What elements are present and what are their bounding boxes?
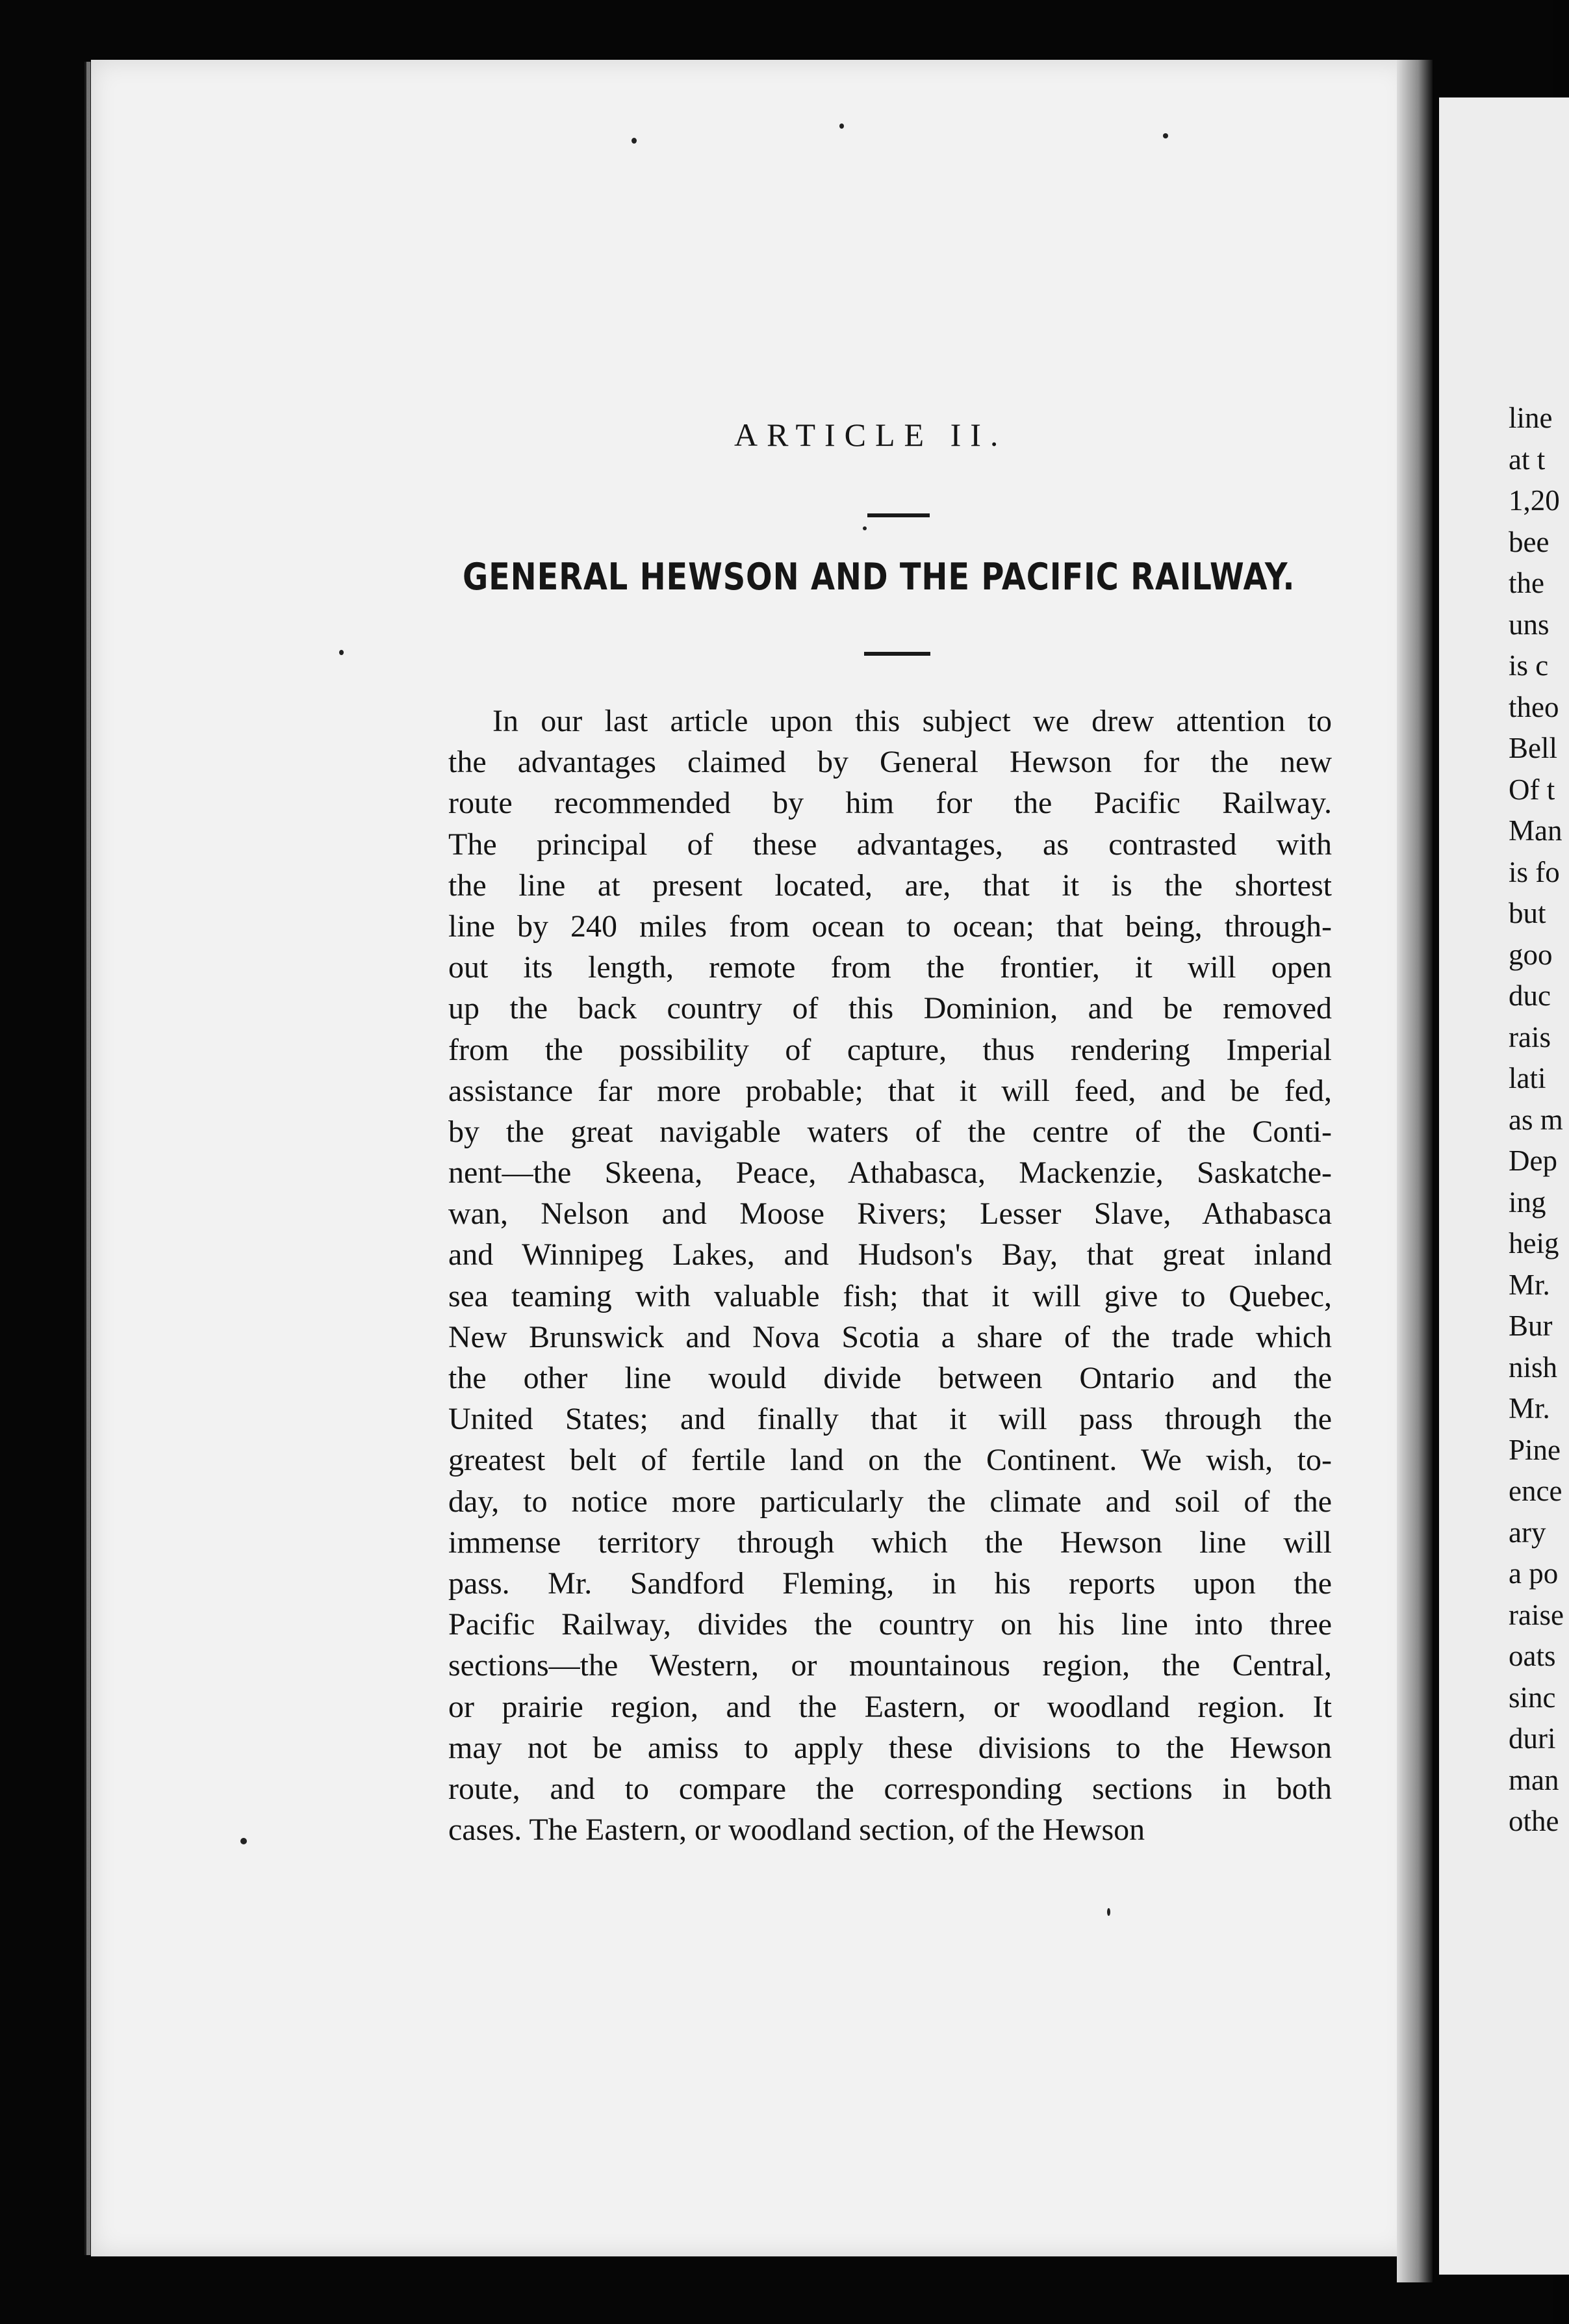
body-line: route recommended by him for the Pacific Railway.: [448, 786, 1332, 821]
right-page-line-fragment: Dep: [1509, 1144, 1557, 1177]
right-page-line-fragment: is c: [1509, 649, 1549, 682]
body-line: assistance far more probable; that it will feed, and be fed,: [448, 1073, 1332, 1108]
body-line: nent—the Skeena, Peace, Athabasca, Mackenzie, Saskatche-: [448, 1156, 1332, 1191]
right-page-line-fragment: theo: [1509, 690, 1559, 723]
right-page-line-fragment: rais: [1509, 1020, 1551, 1053]
body-line: United States; and finally that it will pass through the: [448, 1402, 1332, 1437]
title-rule-top: [867, 513, 930, 517]
body-line: and Winnipeg Lakes, and Hudson's Bay, that great inland: [448, 1237, 1332, 1272]
right-page-line-fragment: heig: [1509, 1227, 1559, 1259]
right-page-line-fragment: as m: [1509, 1103, 1563, 1136]
right-page-line-fragment: but: [1509, 897, 1546, 929]
body-line: line by 240 miles from ocean to ocean; that being, through-: [448, 909, 1332, 944]
body-line: up the back country of this Dominion, and be removed: [448, 991, 1332, 1026]
body-line: cases. The Eastern, or woodland section, of the Hewson: [448, 1813, 1145, 1848]
body-line: or prairie region, and the Eastern, or woodland region. It: [448, 1689, 1332, 1724]
right-page-line-fragment: othe: [1509, 1805, 1559, 1837]
right-page-line-fragment: sinc: [1509, 1681, 1556, 1714]
body-line: New Brunswick and Nova Scotia a share of the trade which: [448, 1319, 1332, 1354]
right-page-line-fragment: raise: [1509, 1598, 1564, 1631]
right-page-line-fragment: is fo: [1509, 855, 1560, 888]
right-page-line-fragment: goo: [1509, 938, 1553, 971]
body-line: sea teaming with valuable fish; that it will give to Quebec,: [448, 1278, 1332, 1313]
body-line: by the great navigable waters of the centre of the Conti-: [448, 1114, 1332, 1149]
body-line: may not be amiss to apply these divisions to the Hewson: [448, 1730, 1332, 1765]
body-line: greatest belt of fertile land on the Continent. We wish, to-: [448, 1443, 1332, 1478]
scan-speck: [631, 138, 637, 144]
scan-speck: [863, 526, 867, 530]
right-page-line-fragment: Mr.: [1509, 1268, 1550, 1301]
right-page-line-fragment: Pine: [1509, 1433, 1561, 1466]
scan-speck: [1163, 133, 1168, 138]
right-page-line-fragment: bee: [1509, 525, 1550, 558]
body-line: wan, Nelson and Moose Rivers; Lesser Slave, Athabasca: [448, 1196, 1332, 1232]
right-page-line-fragment: ing: [1509, 1185, 1546, 1219]
right-page-line-fragment: a po: [1509, 1557, 1559, 1590]
right-page-line-fragment: the: [1509, 567, 1544, 599]
article-body: [448, 701, 1332, 1850]
right-page-line-fragment: line: [1509, 402, 1553, 434]
title-rule-bottom: [864, 652, 930, 656]
body-line: Pacific Railway, divides the country on his line into three: [448, 1607, 1332, 1642]
right-page-line-fragment: uns: [1509, 608, 1550, 641]
right-page-line-fragment: ence: [1509, 1475, 1563, 1507]
article-title: GENERAL HEWSON AND THE PACIFIC RAILWAY.: [463, 556, 1295, 599]
body-line: out its length, remote from the frontier, it will open: [448, 950, 1332, 985]
article-heading: ARTICLE II.: [734, 417, 1008, 453]
scan-speck: [240, 1838, 247, 1844]
right-page-line-fragment: Bur: [1509, 1310, 1553, 1342]
body-line: the other line would divide between Ontario and the: [448, 1361, 1332, 1395]
right-page-line-fragment: Mr.: [1509, 1392, 1550, 1425]
body-line: from the possibility of capture, thus rendering Imperial: [448, 1032, 1332, 1067]
right-page-line-fragment: at t: [1509, 443, 1546, 476]
body-line: sections—the Western, or mountainous region, the Central,: [448, 1648, 1332, 1683]
right-page-line-fragment: man: [1509, 1763, 1559, 1796]
right-page-text-fragments: [1509, 398, 1564, 1842]
body-line: route, and to compare the corresponding sections in both: [448, 1771, 1332, 1806]
right-page-line-fragment: oats: [1509, 1640, 1556, 1672]
body-line: the advantages claimed by General Hewson for the new: [448, 745, 1332, 780]
right-page-line-fragment: ary: [1509, 1516, 1546, 1549]
right-page-line-fragment: nish: [1509, 1350, 1558, 1384]
right-page-line-fragment: 1,20: [1509, 484, 1560, 517]
right-page-line-fragment: Bell: [1509, 732, 1557, 764]
right-page-line-fragment: Of t: [1509, 773, 1555, 806]
scan-speck: [839, 123, 844, 129]
scan-speck: [1107, 1908, 1110, 1916]
right-page-line-fragment: duc: [1509, 979, 1551, 1012]
body-line: day, to notice more particularly the climate and soil of the: [448, 1484, 1332, 1519]
body-line: pass. Mr. Sandford Fleming, in his reports upon the: [448, 1566, 1332, 1601]
body-line: The principal of these advantages, as contrasted with: [448, 827, 1332, 862]
scan-speck: [339, 650, 344, 655]
body-line: In our last article upon this subject we drew attention to: [492, 704, 1332, 738]
book-gutter: [1397, 60, 1433, 2282]
right-page-line-fragment: Man: [1509, 814, 1563, 847]
right-page-line-fragment: duri: [1509, 1722, 1556, 1755]
right-page-line-fragment: lati: [1509, 1062, 1546, 1094]
body-line: immense territory through which the Hewson line will: [448, 1525, 1332, 1560]
body-line: the line at present located, are, that it is the shortest: [448, 868, 1332, 903]
